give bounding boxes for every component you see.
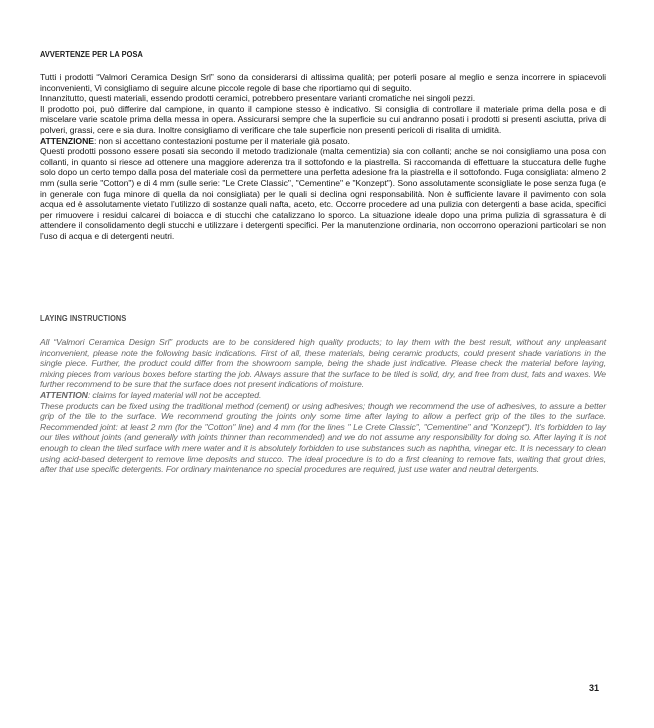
english-attention [40, 390, 606, 401]
italian-paragraph-4: Questi prodotti possono essere posati sia secondo il metodo tradizionale (malta cementizia) sia con collanti; anche se noi consigliamo una posa con collanti, in quanto si riesce ad ottenere una maggiore aderenza tra il sottofondo e la piastrella. Si raccomanda di effettuare la stuccatura delle fughe solo dopo un certo tempo dalla posa del materiale così da permettere una perfetta adesione fra la piastrella e il sottofondo. Fuga consigliata: almeno 2 mm (sulla serie "Cotton") e di 4 mm (sulle serie: "Le Crete Classic", "Cementine" e "Konzept"). Sono assolutamente sconsigliate le pose senza fuga (e in generale con fuga minore di quella da noi consigliata) per le quali si declina ogni responsabilità. Non è sufficiente lavare il pavimento con sola acqua ed è assolutamente vietato l’utilizzo di sostanze quali nafta, aceto, etc. Occorre procedere ad una pulizia con detergenti a base acida, specifici per rimuovere i residui calcarei di boiacca e di stucchi che catalizzano lo sporco. La situazione ideale dopo una prima pulizia di sgrassatura è di attendere il consolidamento degli stucchi e utilizzare i detergenti specifici. Per la manutenzione ordinaria, non occorrono operazioni particolari se non l’uso di acqua e di detergenti neutri. [40, 146, 606, 241]
english-attention-label: ATTENTION [40, 389, 88, 400]
italian-attention-label: ATTENZIONE [40, 135, 94, 146]
english-body [40, 337, 606, 475]
italian-attention [40, 136, 606, 147]
english-attention-text: : claims for layed material will not be accepted. [87, 389, 262, 400]
english-paragraph-1: All “Valmori Ceramica Design Srl” products are to be considered high quality products; to lay them with the best result, without any unpleasant inconvenient, please note the following basic indications. First of all, these materials, being ceramic products, could present shade variations in the single piece. Further, the product could differ from the showroom sample, being the shade just indicative. Please check the material before laying, mixing pieces from various boxes before starting the job. Always assure that the surface to be tiled is solid, dry, and free from dust, fats and waxes. We further recommend to be sure that the surface does not present indications of moisture. [40, 337, 606, 390]
italian-heading: AVVERTENZE PER LA POSA [40, 49, 143, 59]
italian-body [40, 72, 606, 242]
english-paragraph-2: These products can be fixed using the traditional method (cement) or using adhesives; though we recommend the use of adhesives, to assure a better grip of the tile to the surface. We recommend grouting the joints only some time after laying to allow a perfect grip of the tiles to the surface. Recommended joint: at least 2 mm (for the "Cotton" line) and 4 mm (for the lines " Le Crete Classic", "Cementine" and "Konzept"). It's forbidden to lay our tiles without joints (and generally with joints thinner than recommended) and we do not assume any responsibility for doing so. After laying it is not enough to clean the tiled surface with mere water and it is absolutely forbidden to use substances such as naphtha, vinegar etc. It is necessary to clean using acid-based detergent to remove lime deposits and stucco. The ideal procedure is to do a first cleaning to remove fats, waiting that grout dries, after that use specific detergents. For ordinary maintenance no special procedures are required, just use water and neutral detergents. [40, 400, 606, 475]
italian-paragraph-1: Tutti i prodotti “Valmori Ceramica Design Srl” sono da considerarsi di altissima qualità; per poterli posare al meglio e senza incorrere in spiacevoli inconvenienti, Vi consigliamo di seguire alcune piccole regole di base che riportiamo qui di seguito. [40, 72, 606, 93]
english-heading: LAYING INSTRUCTIONS [40, 313, 127, 323]
italian-paragraph-2: Innanzitutto, questi materiali, essendo prodotti ceramici, potrebbero presentare varianti cromatiche nei singoli pezzi. [40, 93, 476, 104]
italian-paragraph-3: Il prodotto poi, può differire dal campione, in quanto il campione stesso è indicativo. Si consiglia di controllare il materiale prima della posa e di miscelare varie scatole prima della messa in opera. Assicurarsi sempre che la superficie su cui andranno posati i prodotti si presenti asciutta, priva di polveri, grassi, cere e sia dura. Inoltre consigliamo di verificare che tale superficie non presenti pericoli di risalita di umidità. [40, 103, 606, 135]
italian-attention-text: : non si accettano contestazioni postume per il materiale già posato. [93, 135, 350, 146]
page-number: 31 [589, 683, 600, 693]
